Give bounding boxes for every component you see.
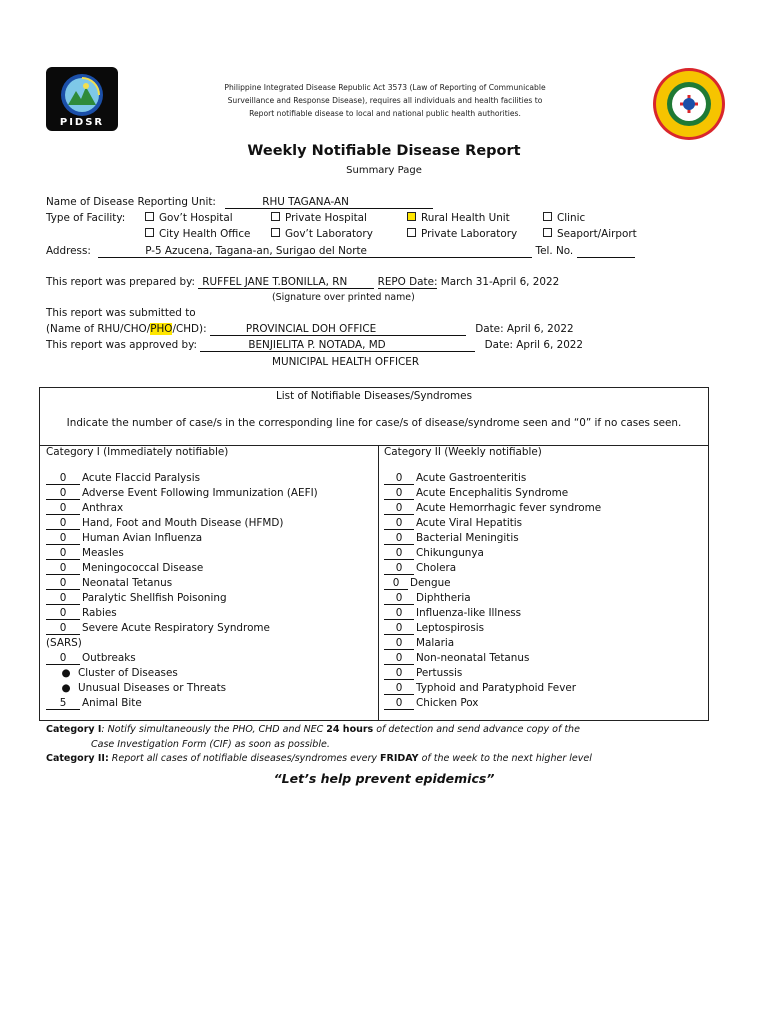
bullet-icon: ● xyxy=(61,667,71,679)
disease-name: Animal Bite xyxy=(82,697,142,709)
disease-name: Severe Acute Respiratory Syndrome xyxy=(82,622,270,634)
disease-name: Adverse Event Following Immunization (AEFI) xyxy=(82,487,318,499)
disease-name: Malaria xyxy=(416,637,455,649)
list-item xyxy=(46,472,200,485)
case-count-field[interactable]: 0 xyxy=(46,488,80,500)
case-count-field[interactable]: 0 xyxy=(46,548,80,560)
case-count-field[interactable]: 0 xyxy=(384,638,414,650)
signature-caption: (Signature over printed name) xyxy=(272,292,415,303)
note-text: of detection and send advance copy of the xyxy=(373,724,580,735)
case-count-field[interactable]: 0 xyxy=(46,533,80,545)
disease-list-box xyxy=(39,387,709,721)
approved-row xyxy=(46,339,583,352)
facility-option-label: Rural Health Unit xyxy=(421,212,510,224)
list-item xyxy=(46,547,124,560)
list-item xyxy=(384,502,601,515)
facility-option-label: Clinic xyxy=(557,212,586,224)
checkbox-icon[interactable] xyxy=(271,228,280,237)
disease-name: Diphtheria xyxy=(416,592,471,604)
approved-field[interactable]: BENJIELITA P. NOTADA, MD xyxy=(200,339,475,352)
case-count-field[interactable]: 0 xyxy=(46,473,80,485)
case-count-field[interactable]: 0 xyxy=(384,593,414,605)
disease-name: Meningococcal Disease xyxy=(82,562,204,574)
case-count-field[interactable]: 0 xyxy=(384,503,414,515)
facility-option-label: Private Hospital xyxy=(285,212,367,224)
disease-name: Acute Hemorrhagic fever syndrome xyxy=(416,502,602,514)
case-count-field[interactable]: 0 xyxy=(384,533,414,545)
case-count-field[interactable]: 0 xyxy=(384,683,414,695)
reporting-unit-row xyxy=(46,196,433,209)
list-item xyxy=(46,502,123,515)
column-divider xyxy=(378,445,379,720)
case-count-field[interactable]: 0 xyxy=(46,518,80,530)
address-field[interactable]: P-5 Azucena, Tagana-an, Surigao del Norte xyxy=(98,245,532,258)
checked-checkbox-icon[interactable] xyxy=(407,212,416,221)
note-text: : Notify simultaneously the PHO, CHD and NEC xyxy=(101,724,327,735)
submitted-field[interactable]: PROVINCIAL DOH OFFICE xyxy=(210,323,466,336)
facility-option-govt-laboratory[interactable] xyxy=(271,228,373,240)
case-count-field[interactable]: 0 xyxy=(46,608,80,620)
disease-name: Bacterial Meningitis xyxy=(416,532,519,544)
case-count-field[interactable]: 0 xyxy=(384,578,408,590)
page-subtitle: Summary Page xyxy=(346,165,422,176)
case-count-field[interactable]: 0 xyxy=(384,563,414,575)
approver-title: MUNICIPAL HEALTH OFFICER xyxy=(272,356,420,368)
disease-name: Acute Flaccid Paralysis xyxy=(82,472,200,484)
submitted-row xyxy=(46,323,574,336)
checkbox-icon[interactable] xyxy=(543,212,552,221)
disease-name: Pertussis xyxy=(416,667,463,679)
disease-name: Paralytic Shellfish Poisoning xyxy=(82,592,227,604)
list-item xyxy=(384,472,526,485)
disease-name: Outbreaks xyxy=(82,652,136,664)
pidsr-logo-text: PIDSR xyxy=(59,117,105,128)
list-item xyxy=(384,607,521,620)
page-title: Weekly Notifiable Disease Report xyxy=(247,143,521,159)
case-count-field[interactable]: 0 xyxy=(46,503,80,515)
disease-name: Dengue xyxy=(410,577,451,589)
submitted-label: This report was submitted to xyxy=(46,307,196,319)
tel-field[interactable] xyxy=(577,245,635,258)
list-item xyxy=(54,667,178,679)
note-emphasis: FRIDAY xyxy=(380,753,419,764)
list-item xyxy=(46,562,203,575)
submitted-date: Date: April 6, 2022 xyxy=(475,323,574,335)
facility-option-private-laboratory[interactable] xyxy=(407,228,517,240)
case-count-field[interactable]: 0 xyxy=(46,653,80,665)
pidsr-logo xyxy=(46,67,118,131)
list-item xyxy=(384,682,576,695)
list-item xyxy=(46,607,117,620)
intro-text xyxy=(185,81,585,120)
list-item xyxy=(384,577,451,590)
category-1-header: Category I (Immediately notifiable) xyxy=(46,446,229,458)
doh-seal-icon xyxy=(652,67,726,141)
approved-label: This report was approved by: xyxy=(46,339,198,351)
submitted-name-highlight: PHO xyxy=(150,323,173,335)
disease-name: Cholera xyxy=(416,562,457,574)
facility-option-clinic[interactable] xyxy=(543,212,585,224)
disease-name: Leptospirosis xyxy=(416,622,485,634)
facility-option-rural-health-unit[interactable] xyxy=(407,212,510,224)
note-text: Report all cases of notifiable diseases/syndromes every xyxy=(108,753,381,764)
box-header xyxy=(40,388,708,430)
note-text: of the week to the next higher level xyxy=(418,753,592,764)
case-count-field[interactable]: 0 xyxy=(384,653,414,665)
list-title: List of Notifiable Diseases/Syndromes xyxy=(275,390,472,402)
disease-name: Anthrax xyxy=(82,502,124,514)
list-item xyxy=(384,697,478,710)
note-label: Category I xyxy=(46,724,102,735)
instruction-text: Indicate the number of case/s in the corresponding line for case/s of disease/syndrome seen and “0” if no cases seen. xyxy=(66,417,682,429)
list-item xyxy=(384,667,462,680)
checkbox-icon[interactable] xyxy=(407,228,416,237)
note-emphasis: 24 hours xyxy=(326,724,374,735)
category-2-note xyxy=(46,753,592,764)
case-count-field[interactable]: 0 xyxy=(46,578,80,590)
case-count-field[interactable]: 0 xyxy=(384,608,414,620)
checkbox-icon[interactable] xyxy=(271,212,280,221)
disease-name: Acute Encephalitis Syndrome xyxy=(416,487,569,499)
facility-option-label: Gov’t Laboratory xyxy=(285,228,373,240)
checkbox-icon[interactable] xyxy=(145,212,154,221)
submitted-name-suffix: /CHD): xyxy=(172,323,207,335)
disease-name: Chikungunya xyxy=(416,547,484,559)
case-count-field[interactable]: 0 xyxy=(384,698,414,710)
list-item xyxy=(384,517,522,530)
note-label: Category II: xyxy=(46,753,109,764)
disease-name: Influenza-like Illness xyxy=(416,607,522,619)
prepared-row xyxy=(46,276,559,289)
note-text: Case Investigation Form (CIF) as soon as possible. xyxy=(91,739,330,750)
category-2-header: Category II (Weekly notifiable) xyxy=(384,446,542,458)
list-item xyxy=(384,637,454,650)
outbreak-type: Unusual Diseases or Threats xyxy=(78,682,227,694)
outbreak-type: Cluster of Diseases xyxy=(78,667,178,679)
facility-option-label: Seaport/Airport xyxy=(557,228,637,240)
disease-name: Measles xyxy=(82,547,124,559)
address-label: Address: xyxy=(46,245,91,257)
checkbox-icon[interactable] xyxy=(145,228,154,237)
list-item xyxy=(384,652,529,665)
facility-option-govt-hospital[interactable] xyxy=(145,212,233,224)
case-count-field[interactable]: 0 xyxy=(384,488,414,500)
case-count-field[interactable]: 0 xyxy=(384,473,414,485)
list-item xyxy=(46,622,270,635)
list-item xyxy=(384,592,471,605)
intro-line: Report notifiable disease to local and national public health authorities. xyxy=(249,109,521,118)
list-item xyxy=(46,577,172,590)
doh-seal xyxy=(652,67,726,141)
facility-label: Type of Facility: xyxy=(46,212,126,224)
facility-option-label: Gov’t Hospital xyxy=(159,212,233,224)
case-count-field[interactable]: 0 xyxy=(384,668,414,680)
facility-option-seaport-airport[interactable] xyxy=(543,228,637,240)
disease-name: Hand, Foot and Mouth Disease (HFMD) xyxy=(82,517,284,529)
list-item xyxy=(384,532,519,545)
facility-option-label: Private Laboratory xyxy=(421,228,518,240)
intro-line: Philippine Integrated Disease Republic Act 3573 (Law of Reporting of Communicable xyxy=(224,83,546,92)
sars-label: (SARS) xyxy=(46,637,82,649)
case-count-field[interactable]: 0 xyxy=(46,593,80,605)
list-item xyxy=(54,682,226,694)
facility-option-private-hospital[interactable] xyxy=(271,212,367,224)
reporting-unit-label: Name of Disease Reporting Unit: xyxy=(46,196,216,208)
reporting-unit-field[interactable]: RHU TAGANA-AN xyxy=(225,196,433,209)
case-count-field[interactable]: 0 xyxy=(384,623,414,635)
address-row xyxy=(46,245,635,258)
slogan: “Let’s help prevent epidemics” xyxy=(273,771,495,786)
tel-label: Tel. No. xyxy=(535,245,574,257)
list-item xyxy=(46,592,227,605)
case-count-field[interactable]: 0 xyxy=(46,623,80,635)
list-item xyxy=(46,652,136,665)
disease-name: Human Avian Influenza xyxy=(82,532,203,544)
case-count-field[interactable]: 0 xyxy=(384,518,414,530)
disease-name: Non-neonatal Tetanus xyxy=(416,652,530,664)
repo-date-label: REPO Date: xyxy=(377,276,438,288)
repo-date-value: March 31-April 6, 2022 xyxy=(440,276,560,288)
category-1-note xyxy=(46,724,580,735)
list-item xyxy=(46,517,283,530)
disease-name: Acute Gastroenteritis xyxy=(416,472,527,484)
case-count-field[interactable]: 0 xyxy=(46,563,80,575)
list-item xyxy=(384,547,484,560)
checkbox-icon[interactable] xyxy=(543,228,552,237)
disease-name: Chicken Pox xyxy=(416,697,479,709)
approved-date: Date: April 6, 2022 xyxy=(484,339,584,351)
submitted-name-prefix: (Name of RHU/CHO/ xyxy=(46,323,151,335)
case-count-field[interactable]: 0 xyxy=(384,548,414,560)
bullet-icon: ● xyxy=(61,682,71,694)
disease-name: Neonatal Tetanus xyxy=(82,577,173,589)
disease-name: Acute Viral Hepatitis xyxy=(416,517,523,529)
list-item xyxy=(46,697,142,710)
intro-line: Surveillance and Response Disease), requires all individuals and health facilities to xyxy=(227,96,543,105)
prepared-field[interactable]: RUFFEL JANE T.BONILLA, RN xyxy=(198,276,374,289)
prepared-label: This report was prepared by: xyxy=(46,276,195,288)
list-item xyxy=(46,532,202,545)
case-count-field[interactable]: 5 xyxy=(46,698,80,710)
list-item xyxy=(384,487,568,500)
disease-name: Rabies xyxy=(82,607,117,619)
category-1-note-cont xyxy=(91,739,330,750)
disease-name: Typhoid and Paratyphoid Fever xyxy=(416,682,577,694)
list-item xyxy=(384,562,456,575)
list-item xyxy=(384,622,484,635)
facility-option-label: City Health Office xyxy=(159,228,251,240)
list-item xyxy=(46,487,318,500)
facility-option-city-health-office[interactable] xyxy=(145,228,250,240)
